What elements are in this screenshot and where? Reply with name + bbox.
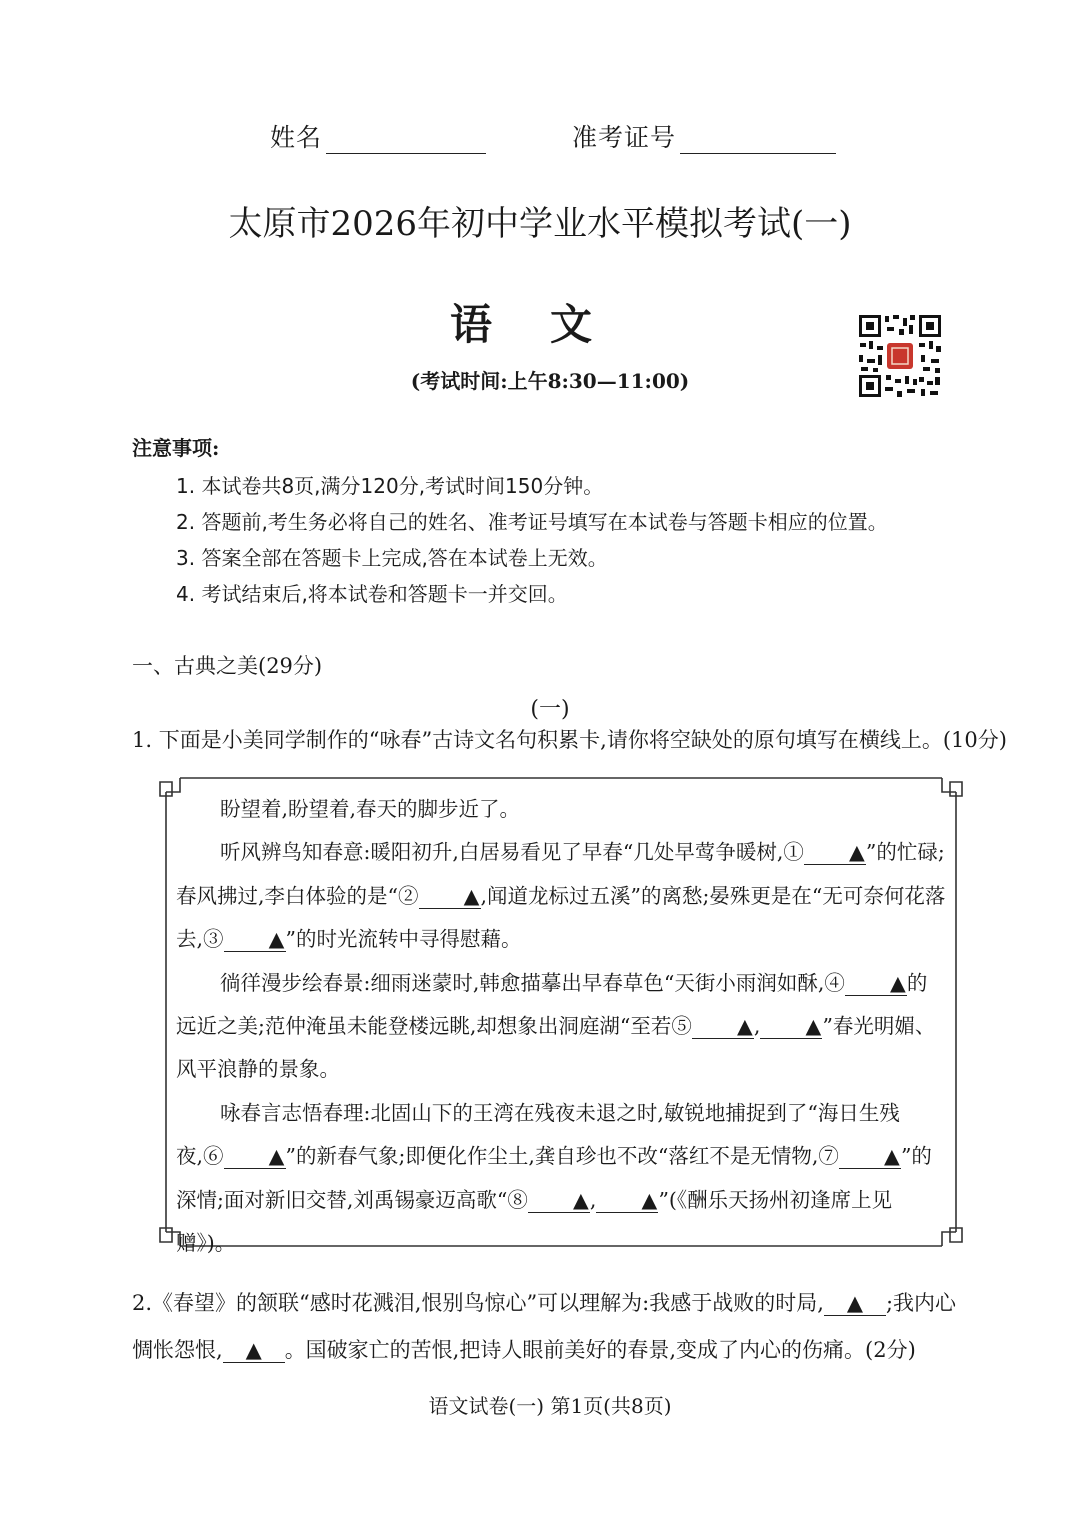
exam-title: 太原市2026年初中学业水平模拟考试(一)	[228, 204, 852, 244]
name-label: 姓名	[270, 123, 323, 152]
blank-5a[interactable]: ▲	[692, 1014, 754, 1039]
blank-5b[interactable]: ▲	[760, 1014, 822, 1039]
blank-4[interactable]: ▲	[845, 971, 907, 996]
card-paragraph-3: 咏春言志悟春理:北固山下的王湾在残夜未退之时,敏锐地捕捉到了“海日生残夜,⑥ ▲”的新春气象;即便化作尘土,龚自珍也不改“落红不是无情物,⑦ ▲”的深情;面对新旧交替,刘禹锡豪迈高歌“⑧ ▲, ▲”(《酬乐天扬州初逢席上见赠》)。	[176, 1100, 932, 1256]
blank-6[interactable]: ▲	[224, 1144, 286, 1169]
blank-8a[interactable]: ▲	[528, 1188, 590, 1213]
section-heading: 一、古典之美(29分)	[132, 654, 323, 678]
poetry-card	[176, 788, 946, 1265]
card-paragraph-2: 徜徉漫步绘春景:细雨迷蒙时,韩愈描摹出早春草色“天街小雨润如酥,④ ▲的远近之美;范仲淹虽未能登楼远眺,却想象出洞庭湖“至若⑤ ▲, ▲”春光明媚、风平浪静的景象。	[176, 970, 936, 1082]
name-field[interactable]	[270, 118, 486, 154]
page-footer: 语文试卷(一) 第1页(共8页)	[428, 1394, 672, 1418]
admission-number-label: 准考证号	[572, 123, 677, 152]
qr-code-icon	[857, 313, 943, 399]
admission-number-field[interactable]	[572, 118, 836, 154]
note-item: 3. 答案全部在答题卡上完成,答在本试卷上无效。	[176, 546, 608, 570]
name-blank[interactable]	[326, 127, 486, 154]
question-2: 2.《春望》的颔联“感时花溅泪,恨别鸟惊心”可以理解为:我感于战败的时局, ▲ ;我内心惆怅怨恨, ▲ 。国破家亡的苦恨,把诗人眼前美好的春景,变成了内心的伤痛。(2分)	[132, 1291, 957, 1362]
subject-title: 语文	[449, 300, 650, 349]
blank-3[interactable]: ▲	[224, 927, 286, 952]
card-intro: 盼望着,盼望着,春天的脚步近了。	[220, 797, 521, 821]
subsection-heading: (一)	[530, 697, 570, 722]
blank-1[interactable]: ▲	[804, 840, 866, 865]
notes-heading: 注意事项:	[132, 436, 220, 460]
blank-2[interactable]: ▲	[419, 884, 481, 909]
note-item: 2. 答题前,考生务必将自己的姓名、准考证号填写在本试卷与答题卡相应的位置。	[176, 510, 888, 534]
candidate-info-line	[0, 118, 1080, 158]
note-item: 4. 考试结束后,将本试卷和答题卡一并交回。	[176, 582, 568, 606]
blank-8b[interactable]: ▲	[596, 1188, 658, 1213]
blank-q2-1[interactable]: ▲	[824, 1291, 886, 1316]
admission-number-blank[interactable]	[680, 127, 836, 154]
blank-7[interactable]: ▲	[839, 1144, 901, 1169]
card-paragraph-1: 听风辨鸟知春意:暖阳初升,白居易看见了早春“几处早莺争暖树,① ▲”的忙碌;春风拂过,李白体验的是“② ▲,闻道龙标过五溪”的离愁;晏殊更是在“无可奈何花落去,③ ▲”的时光流转中寻得慰藉。	[176, 840, 946, 952]
exam-time: (考试时间:上午8:30—11:00)	[410, 369, 690, 393]
question-1-prompt: 1. 下面是小美同学制作的“咏春”古诗文名句积累卡,请你将空缺处的原句填写在横线上。(10分)	[132, 728, 1007, 752]
note-item: 1. 本试卷共8页,满分120分,考试时间150分钟。	[176, 474, 604, 498]
blank-q2-2[interactable]: ▲	[223, 1338, 285, 1363]
